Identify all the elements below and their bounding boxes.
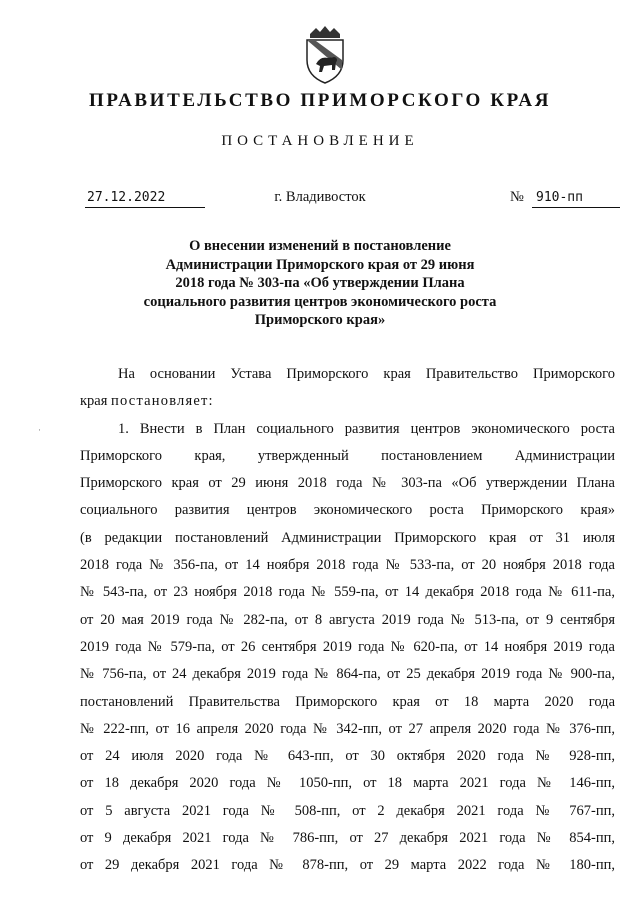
resolves-word: постановляет: (111, 393, 214, 410)
item1-line: (в редакции постановлений Администрации Приморского края от 31 июля (80, 529, 615, 546)
item1-line: социального развития центров экономического роста Приморского края» (80, 502, 615, 519)
document-title (120, 237, 520, 330)
title-line: Администрации Приморского края от 29 июня (165, 256, 475, 273)
item1-line: Приморского края от 29 июня 2018 года № 303-па «Об утверждении Плана (80, 475, 615, 492)
title-line: О внесении изменений в постановление (189, 238, 451, 254)
item1-line: постановлений Правительства Приморского края от 18 марта 2020 года (80, 693, 615, 710)
preamble-line (80, 388, 615, 415)
preamble-text: края (80, 393, 112, 410)
item1-line: от 24 июля 2020 года № 643-пп, от 30 октября 2020 года № 928-пп, (80, 748, 615, 765)
title-line: Приморского края» (254, 312, 386, 329)
item1-line: от 20 мая 2019 года № 282-па, от 8 августа 2019 года № 513-па, от 9 сентября (80, 611, 615, 628)
item1-line: Приморского края, утвержденный постановлением Администрации (80, 447, 615, 464)
item1-line: от 29 декабря 2021 года № 878-пп, от 29 марта 2022 года № 180-пп, (80, 857, 615, 874)
item1-line: № 543-па, от 23 ноября 2018 года № 559-па, от 14 декабря 2018 года № 611-па, (80, 584, 615, 601)
preamble-line: На основании Устава Приморского края Правительство Приморского (118, 366, 615, 382)
item1-line: 2019 года № 579-па, от 26 сентября 2019 года № 620-па, от 14 ноября 2019 года (80, 638, 615, 655)
primorsky-krai-coat-of-arms-icon (302, 20, 348, 86)
number-label: № (510, 189, 524, 205)
item1-line: № 222-пп, от 16 апреля 2020 года № 342-пп, от 27 апреля 2020 года № 376-пп, (80, 720, 615, 737)
document-number: 910-пп (532, 189, 620, 208)
item1-line: от 9 декабря 2021 года № 786-пп, от 27 декабря 2021 года № 854-пп, (80, 830, 615, 847)
organization-name: ПРАВИТЕЛЬСТВО ПРИМОРСКОГО КРАЯ (88, 90, 552, 111)
document-city: г. Владивосток (274, 189, 366, 205)
item1-line: от 18 декабря 2020 года № 1050-пп, от 18 марта 2021 года № 146-пп, (80, 775, 615, 792)
document-date: 27.12.2022 (85, 189, 205, 208)
item1-line: 2018 года № 356-па, от 14 ноября 2018 года № 533-па, от 20 ноября 2018 года (80, 557, 615, 574)
item1-line: от 5 августа 2021 года № 508-пп, от 2 декабря 2021 года № 767-пп, (80, 802, 615, 819)
item1-line: № 756-па, от 24 декабря 2019 года № 864-па, от 25 декабря 2019 года № 900-па, (80, 666, 615, 683)
item1-line: 1. Внести в План социального развития центров экономического роста (118, 420, 615, 437)
document-body (80, 361, 615, 880)
title-line: социального развития центров экономического роста (143, 293, 497, 310)
document-type: ПОСТАНОВЛЕНИЕ (221, 133, 419, 149)
title-line: 2018 года № 303-па «Об утверждении Плана (175, 275, 465, 292)
margin-mark: · (38, 425, 41, 435)
